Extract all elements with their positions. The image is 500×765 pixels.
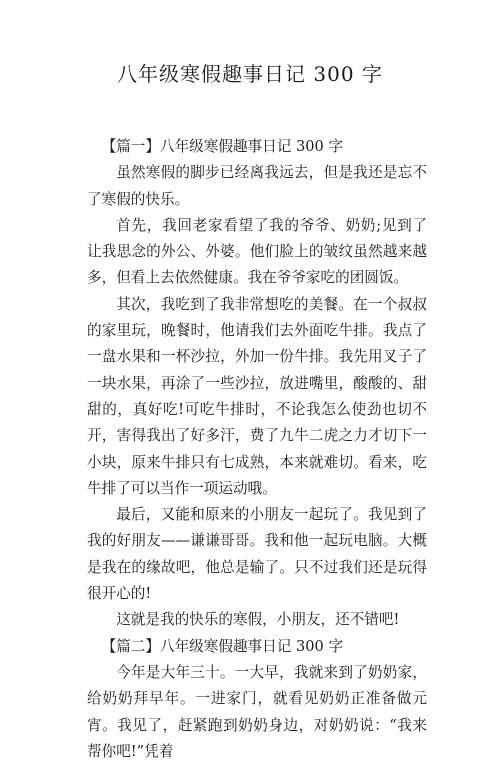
document-title: 八年级寒假趣事日记 300 字: [117, 62, 383, 86]
paragraph: 首先，我回老家看望了我的爷爷、奶奶;见到了让我思念的外公、外婆。他们脸上的皱纹虽然越来越多，但看上去依然健康。我在爷爷家吃的团圆饭。: [87, 216, 427, 287]
section-heading-2: 【篇二】八年级寒假趣事日记 300 字: [101, 637, 344, 655]
section-heading-1: 【篇一】八年级寒假趣事日记 300 字: [101, 138, 344, 155]
paragraph: 今年是大年三十。一大早，我就来到了奶奶家，给奶奶拜早年。一进家门，就看见奶奶正准备做元宵。我见了，赶紧跑到奶奶身边，对奶奶说：“我来帮你吧!”凭着: [87, 663, 427, 760]
paragraph: 最后，又能和原来的小朋友一起玩了。我见到了我的好朋友——谦谦哥哥。我和他一起玩电脑。大概是我在的缘故吧，他总是输了。只不过我们还是玩得很开心的!: [87, 506, 427, 603]
document-body: [87, 134, 427, 765]
paragraph: 其次，我吃到了我非常想吃的美餐。在一个叔叔的家里玩，晚餐时，他请我们去外面吃牛排。我点了一盘水果和一杯沙拉，外加一份牛排。我先用叉子了一块水果，再涂了一些沙拉，放进嘴里，酸酸的、甜甜的，真好吃!可吃牛排时，不论我怎么使劲也切不开，害得我出了好多汗，费了九牛二虎之力才切下一小块，原来牛排只有七成熟，本来就难切。看来，吃牛排了可以当作一项运动哦。: [87, 295, 427, 497]
paragraph: 这就是我的快乐的寒假，小朋友，还不错吧!: [116, 611, 400, 629]
paragraph: 虽然寒假的脚步已经离我远去，但是我还是忘不了寒假的快乐。: [87, 164, 427, 208]
